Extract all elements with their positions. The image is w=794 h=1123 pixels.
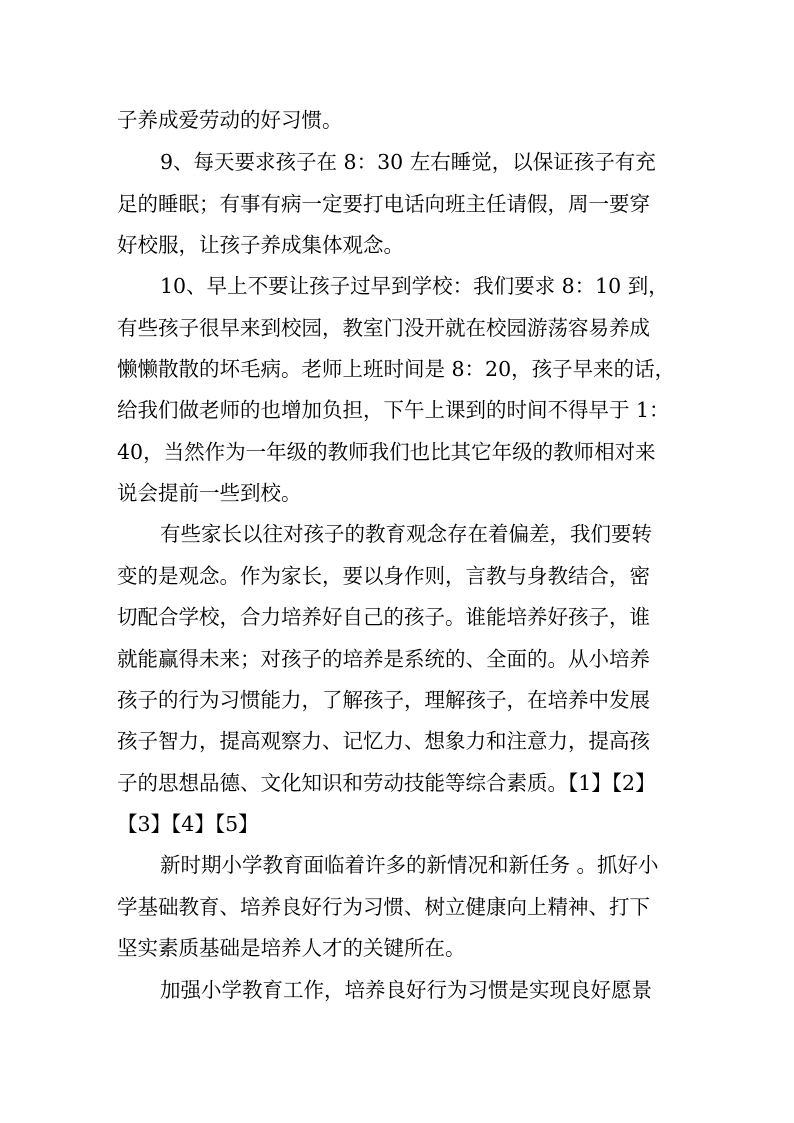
text-line: 就能赢得未来；对孩子的培养是系统的、全面的。从小培养 xyxy=(117,647,650,671)
text-line: 有些家长以往对孩子的教育观念存在着偏差，我们要转 xyxy=(160,522,652,546)
text-line: 孩子的行为习惯能力，了解孩子，理解孩子，在培养中发展 xyxy=(117,688,650,712)
text-line: 【3】【4】【5】 xyxy=(117,812,259,836)
text-line: 变的是观念。作为家长，要以身作则，言教与身教结合，密 xyxy=(117,564,650,588)
text-line: 有些孩子很早来到校园，教室门没开就在校园游荡容易养成 xyxy=(117,316,650,340)
text-line: 子养成爱劳动的好习惯。 xyxy=(117,108,343,132)
text-line: 加强小学教育工作，培养良好行为习惯是实现良好愿景 xyxy=(160,978,652,1002)
text-line: 10、早上不要让孩子过早到学校：我们要求 8：10 到， xyxy=(160,274,669,298)
text-line: 9、每天要求孩子在 8：30 左右睡觉，以保证孩子有充 xyxy=(160,150,656,174)
text-line: 切配合学校，合力培养好自己的孩子。谁能培养好孩子，谁 xyxy=(117,605,650,629)
text-line: 好校服，让孩子养成集体观念。 xyxy=(117,233,404,257)
text-line: 给我们做老师的也增加负担，下午上课到的时间不得早于 1： xyxy=(117,398,670,422)
text-line: 孩子智力，提高观察力、记忆力、想象力和注意力，提高孩 xyxy=(117,729,650,753)
text-line: 40，当然作为一年级的教师我们也比其它年级的教师相对来 xyxy=(117,440,656,464)
text-line: 足的睡眠；有事有病一定要打电话向班主任请假，周一要穿 xyxy=(117,192,650,216)
text-line: 懒懒散散的坏毛病。老师上班时间是 8：20，孩子早来的话， xyxy=(117,357,676,381)
text-line: 新时期小学教育面临着许多的新情况和新任务 。抓好小 xyxy=(160,853,659,877)
text-line: 说会提前一些到校。 xyxy=(117,481,302,505)
text-line: 子的思想品德、文化知识和劳动技能等综合素质。【1】【2】 xyxy=(117,771,656,795)
text-line: 学基础教育、培养良好行为习惯、树立健康向上精神、打下 xyxy=(117,895,650,919)
text-line: 坚实素质基础是培养人才的关键所在。 xyxy=(117,936,466,960)
